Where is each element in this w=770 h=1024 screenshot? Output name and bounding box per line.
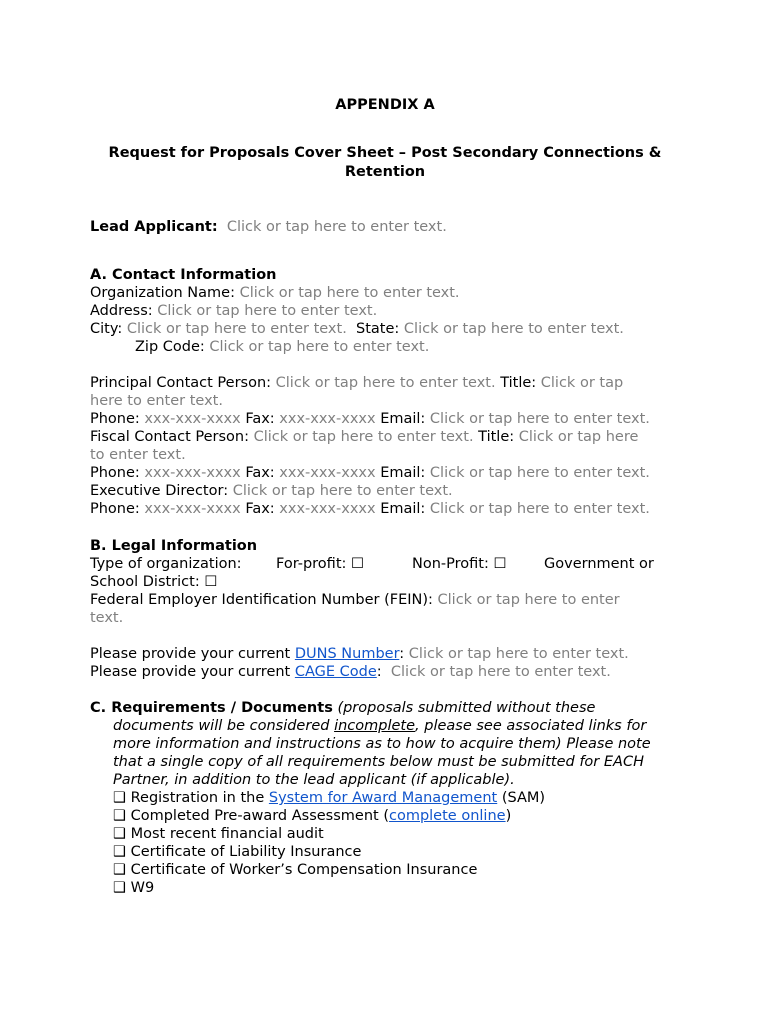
- exec-fax-field[interactable]: xxx-xxx-xxxx: [279, 501, 376, 517]
- sam-link[interactable]: System for Award Management: [268, 790, 498, 806]
- org-type-row: [90, 555, 242, 573]
- org-name-row: [90, 284, 460, 302]
- fiscal-fax-field[interactable]: xxx-xxx-xxxx: [279, 465, 376, 481]
- phone-label: Phone:: [90, 411, 140, 427]
- government-checkbox[interactable]: ☐: [204, 574, 218, 590]
- exec-phone-field[interactable]: xxx-xxx-xxxx: [144, 501, 241, 517]
- city-label: City:: [90, 321, 123, 337]
- lead-applicant-row: [90, 218, 447, 236]
- item-liability-text: Certificate of Liability Insurance: [130, 844, 362, 860]
- government-label: Government or: [544, 556, 654, 572]
- list-checkbox-icon[interactable]: ❑: [113, 808, 126, 824]
- list-checkbox-icon[interactable]: ❑: [113, 844, 126, 860]
- requirements-note-l2: [113, 717, 646, 735]
- fiscal-phone-field[interactable]: xxx-xxx-xxxx: [144, 465, 241, 481]
- exec-email-field[interactable]: Click or tap here to enter text.: [429, 501, 650, 517]
- cage-field[interactable]: Click or tap here to enter text.: [390, 664, 611, 680]
- phone-label: Phone:: [90, 465, 140, 481]
- zip-row: [135, 338, 429, 356]
- item-sam-text-b: (SAM): [497, 790, 546, 806]
- document-title-line2: Retention: [344, 164, 426, 180]
- cage-code-link[interactable]: CAGE Code: [294, 664, 377, 680]
- lead-applicant-label: Lead Applicant:: [90, 219, 218, 235]
- list-item: [113, 861, 477, 879]
- incomplete-text: incomplete: [334, 718, 416, 734]
- fiscal-contact-field[interactable]: Click or tap here to enter text.: [253, 429, 474, 445]
- item-w9-text: W9: [130, 880, 155, 896]
- principal-email-field[interactable]: Click or tap here to enter text.: [429, 411, 650, 427]
- org-name-label: Organization Name:: [90, 285, 235, 301]
- fax-label: Fax:: [245, 501, 275, 517]
- duns-row: [90, 645, 629, 663]
- cage-colon: :: [376, 664, 382, 680]
- email-label: Email:: [380, 465, 426, 481]
- lead-applicant-field[interactable]: Click or tap here to enter text.: [226, 219, 447, 235]
- fiscal-contact-label: Fiscal Contact Person:: [90, 429, 249, 445]
- city-state-row: [90, 320, 624, 338]
- fiscal-contact-row: [90, 428, 638, 446]
- email-label: Email:: [380, 501, 426, 517]
- phone-label: Phone:: [90, 501, 140, 517]
- item-preaward-text-a: Completed Pre-award Assessment (: [130, 808, 389, 824]
- email-label: Email:: [380, 411, 426, 427]
- nonprofit-checkbox[interactable]: ☐: [493, 556, 507, 572]
- zip-field[interactable]: Click or tap here to enter text.: [209, 339, 430, 355]
- requirements-note-l2a: documents will be considered: [113, 718, 335, 734]
- fax-label: Fax:: [245, 411, 275, 427]
- org-name-field[interactable]: Click or tap here to enter text.: [239, 285, 460, 301]
- fax-label: Fax:: [245, 465, 275, 481]
- state-label: State:: [356, 321, 400, 337]
- requirements-note-l3: more information and instructions as to how to acquire them) Please note: [113, 736, 651, 752]
- state-field[interactable]: Click or tap here to enter text.: [403, 321, 624, 337]
- appendix-heading: APPENDIX A: [335, 97, 435, 113]
- duns-prefix: Please provide your current: [90, 646, 291, 662]
- nonprofit-label: Non-Profit:: [412, 556, 489, 572]
- principal-contact-label: Principal Contact Person:: [90, 375, 272, 391]
- requirements-note-l2c: , please see associated links for: [415, 718, 647, 734]
- requirements-heading-row: [90, 699, 595, 717]
- requirements-note-l4: that a single copy of all requirements below must be submitted for EACH: [113, 754, 644, 770]
- forprofit-checkbox[interactable]: ☐: [351, 556, 364, 572]
- document-title-line1: Request for Proposals Cover Sheet – Post Secondary Connections &: [108, 145, 662, 161]
- forprofit-option: [276, 555, 364, 573]
- fiscal-title-label: Title:: [478, 429, 515, 445]
- exec-phone-row: [90, 500, 650, 518]
- list-item: [113, 789, 545, 807]
- item-audit-text: Most recent financial audit: [130, 826, 324, 842]
- principal-title-label: Title:: [500, 375, 537, 391]
- cage-row: [90, 663, 611, 681]
- requirements-note-l1: (proposals submitted without these: [337, 700, 596, 716]
- address-label: Address:: [90, 303, 153, 319]
- fiscal-phone-row: [90, 464, 650, 482]
- principal-contact-field[interactable]: Click or tap here to enter text.: [275, 375, 496, 391]
- cage-prefix: Please provide your current: [90, 664, 291, 680]
- fiscal-title-field[interactable]: Click or tap here: [518, 429, 639, 445]
- fein-field[interactable]: Click or tap here to enter: [437, 592, 620, 608]
- complete-online-link[interactable]: complete online: [388, 808, 506, 824]
- address-field[interactable]: Click or tap here to enter text.: [157, 303, 378, 319]
- nonprofit-option: [412, 555, 506, 573]
- list-checkbox-icon[interactable]: ❑: [113, 826, 126, 842]
- forprofit-label: For-profit:: [276, 556, 347, 572]
- exec-director-row: [90, 482, 453, 500]
- list-checkbox-icon[interactable]: ❑: [113, 862, 126, 878]
- fein-field-cont[interactable]: text.: [90, 610, 124, 626]
- principal-phone-row: [90, 410, 650, 428]
- duns-number-link[interactable]: DUNS Number: [294, 646, 400, 662]
- list-checkbox-icon[interactable]: ❑: [113, 880, 126, 896]
- principal-contact-row: [90, 374, 623, 392]
- fein-label: Federal Employer Identification Number (FEIN):: [90, 592, 433, 608]
- duns-colon: :: [399, 646, 405, 662]
- list-item: [113, 879, 154, 897]
- item-preaward-text-b: ): [505, 808, 512, 824]
- zip-label: Zip Code:: [135, 339, 205, 355]
- address-row: [90, 302, 377, 320]
- exec-director-field[interactable]: Click or tap here to enter text.: [232, 483, 453, 499]
- principal-title-field-cont[interactable]: here to enter text.: [90, 393, 223, 409]
- requirements-heading: C. Requirements / Documents: [90, 700, 333, 716]
- fiscal-email-field[interactable]: Click or tap here to enter text.: [429, 465, 650, 481]
- duns-field[interactable]: Click or tap here to enter text.: [408, 646, 629, 662]
- legal-heading: B. Legal Information: [90, 538, 258, 554]
- list-item: [113, 843, 361, 861]
- principal-title-field[interactable]: Click or tap: [540, 375, 624, 391]
- school-district-label: School District:: [90, 574, 200, 590]
- requirements-note-l5: Partner, in addition to the lead applicant (if applicable).: [113, 772, 515, 788]
- fiscal-title-field-cont[interactable]: to enter text.: [90, 447, 186, 463]
- city-field[interactable]: Click or tap here to enter text.: [126, 321, 347, 337]
- fein-row: [90, 591, 620, 609]
- principal-fax-field[interactable]: xxx-xxx-xxxx: [279, 411, 376, 427]
- list-checkbox-icon[interactable]: ❑: [113, 790, 126, 806]
- exec-director-label: Executive Director:: [90, 483, 229, 499]
- item-sam-text-a: Registration in the: [130, 790, 269, 806]
- list-item: [113, 825, 324, 843]
- org-type-label: Type of organization:: [90, 556, 242, 572]
- item-workers-comp-text: Certificate of Worker’s Compensation Insurance: [130, 862, 478, 878]
- contact-heading: A. Contact Information: [90, 267, 277, 283]
- list-item: [113, 807, 511, 825]
- government-option: [90, 573, 217, 591]
- principal-phone-field[interactable]: xxx-xxx-xxxx: [144, 411, 241, 427]
